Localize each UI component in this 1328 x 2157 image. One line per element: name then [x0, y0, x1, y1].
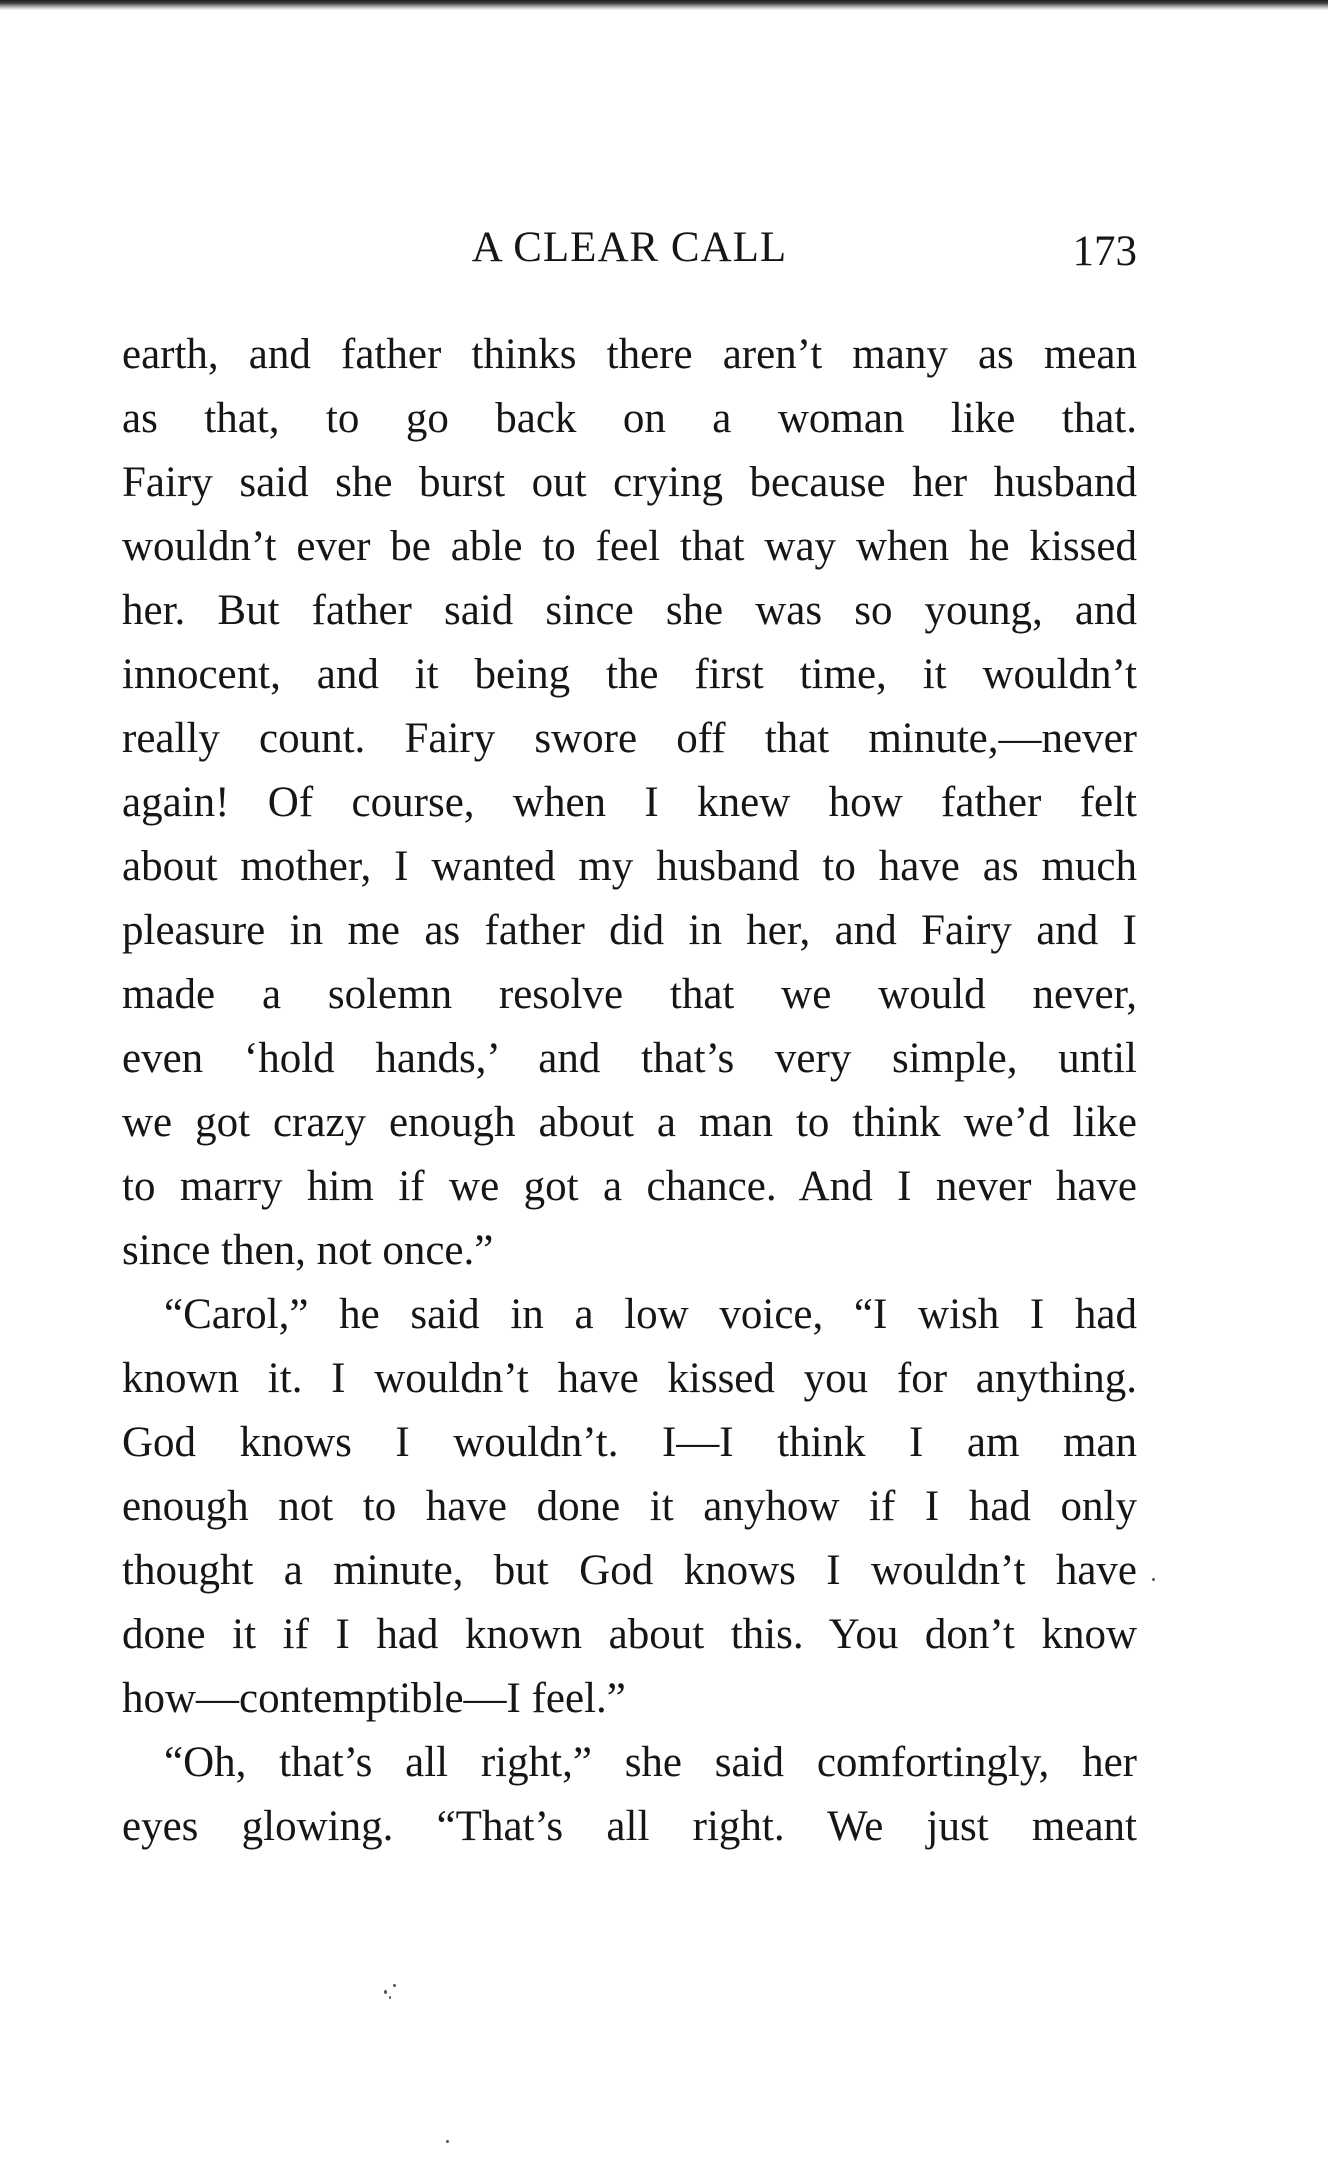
text-line: pleasure in me as father did in her, and Fairy and I: [122, 907, 1137, 954]
text-line: her. But father said since she was so young, and: [122, 587, 1137, 634]
page-number: 173: [1072, 228, 1137, 275]
text-line: “Carol,” he said in a low voice, “I wish I had: [164, 1291, 1137, 1338]
paper-speck: [384, 1990, 387, 1994]
text-line: enough not to have done it anyhow if I had only: [122, 1483, 1137, 1530]
text-line: as that, to go back on a woman like that.: [122, 395, 1137, 442]
text-line: God knows I wouldn’t. I—I think I am man: [122, 1419, 1137, 1466]
text-line: again! Of course, when I knew how father felt: [122, 779, 1137, 826]
text-line: since then, not once.”: [122, 1227, 494, 1274]
text-line: really count. Fairy swore off that minute,—never: [122, 715, 1137, 762]
text-line: about mother, I wanted my husband to have as much: [122, 843, 1137, 890]
running-head: [122, 218, 1137, 278]
body-text: [122, 323, 1137, 1859]
text-line: known it. I wouldn’t have kissed you for anything.: [122, 1355, 1137, 1402]
text-line: made a solemn resolve that we would never,: [122, 971, 1137, 1018]
text-line: wouldn’t ever be able to feel that way when he kissed: [122, 523, 1137, 570]
text-line: eyes glowing. “That’s all right. We just meant: [122, 1803, 1137, 1850]
chapter-title: A CLEAR CALL: [471, 224, 788, 271]
text-line: to marry him if we got a chance. And I never have: [122, 1163, 1137, 1210]
paper-speck: [1152, 1578, 1155, 1581]
text-line: “Oh, that’s all right,” she said comfortingly, her: [164, 1739, 1137, 1786]
text-line: earth, and father thinks there aren’t many as mean: [122, 331, 1137, 378]
text-line: innocent, and it being the first time, it wouldn’t: [122, 651, 1137, 698]
text-line: even ‘hold hands,’ and that’s very simple, until: [122, 1035, 1137, 1082]
paper-speck: [389, 1996, 391, 1999]
paper-speck: [393, 1984, 396, 1987]
text-line: Fairy said she burst out crying because her husband: [122, 459, 1137, 506]
paper-speck: [446, 2140, 449, 2143]
text-line: we got crazy enough about a man to think we’d like: [122, 1099, 1137, 1146]
text-line: how—contemptible—I feel.”: [122, 1675, 626, 1722]
text-line: done it if I had known about this. You don’t know: [122, 1611, 1137, 1658]
text-line: thought a minute, but God knows I wouldn’t have: [122, 1547, 1137, 1594]
